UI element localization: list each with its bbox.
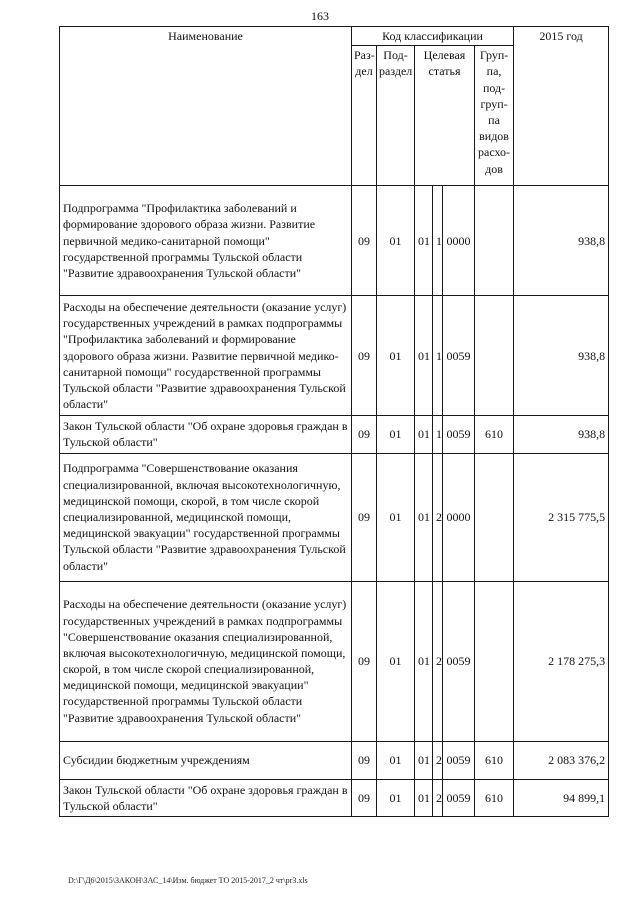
row-name: Закон Тульской области "Об охране здоровья граждан в Тульской области" [60, 416, 352, 453]
row-section: 09 [352, 779, 377, 816]
row-section: 09 [352, 416, 377, 453]
row-target-1: 01 [415, 581, 433, 741]
table-row [60, 186, 609, 296]
row-subsection: 01 [377, 581, 415, 741]
header-name: Наименование [60, 27, 352, 186]
table-row [60, 296, 609, 416]
row-target-1: 01 [415, 741, 433, 779]
row-target-2: 2 [433, 741, 443, 779]
row-section: 09 [352, 741, 377, 779]
row-target-3: 0059 [443, 581, 475, 741]
page-number: 163 [311, 9, 329, 23]
row-section: 09 [352, 581, 377, 741]
row-amount: 938,8 [514, 186, 609, 296]
header-year: 2015 год [514, 27, 609, 186]
row-target-3: 0000 [443, 453, 475, 581]
row-expense-group [475, 453, 514, 581]
row-expense-group [475, 581, 514, 741]
table-row [60, 416, 609, 453]
row-name: Расходы на обеспечение деятельности (оказание услуг) государственных учреждений в рамках подпрограммы "Профилактика заболеваний и формирование здорового образа жизни. Развитие первичной медико-санитарной помощи" государственной программы Тульской области "Развитие здравоохранения Тульской области" [60, 296, 352, 416]
row-subsection: 01 [377, 453, 415, 581]
row-name: Расходы на обеспечение деятельности (оказание услуг) государственных учреждений в рамках подпрограммы "Совершенствование оказания специализированной, включая высокотехнологичную, медицинской помощи, скорой, в том числе скорой специализированной, медицинской помощи, медицинской эвакуации" государственной программы Тульской области "Развитие здравоохранения Тульской области" [60, 581, 352, 741]
row-expense-group: 610 [475, 741, 514, 779]
row-target-2: 2 [433, 453, 443, 581]
header-classification-code: Код классификации [352, 27, 514, 46]
row-subsection: 01 [377, 296, 415, 416]
row-amount: 2 083 376,2 [514, 741, 609, 779]
row-subsection: 01 [377, 779, 415, 816]
row-subsection: 01 [377, 416, 415, 453]
row-target-1: 01 [415, 453, 433, 581]
row-target-2: 2 [433, 779, 443, 816]
row-subsection: 01 [377, 741, 415, 779]
row-amount: 2 178 275,3 [514, 581, 609, 741]
row-section: 09 [352, 453, 377, 581]
header-subsection: Под-раздел [377, 46, 415, 186]
row-amount: 94 899,1 [514, 779, 609, 816]
row-target-3: 0059 [443, 296, 475, 416]
budget-table [59, 26, 609, 817]
table-row [60, 779, 609, 816]
header-expense-group: Груп-па, под-груп-па видов расхо-дов [475, 46, 514, 186]
row-target-2: 1 [433, 416, 443, 453]
footer-file-path: D:\Г\Д6\2015\ЗАКОН\ЗАС_14\Изм. бюджет ТО 2015-2017_2 чт\pr3.xls [68, 876, 308, 885]
row-expense-group [475, 296, 514, 416]
row-target-3: 0059 [443, 779, 475, 816]
header-row-top [60, 27, 609, 46]
row-target-2: 1 [433, 296, 443, 416]
row-subsection: 01 [377, 186, 415, 296]
row-target-2: 1 [433, 186, 443, 296]
row-expense-group: 610 [475, 779, 514, 816]
table-row [60, 741, 609, 779]
row-target-3: 0059 [443, 416, 475, 453]
table-row [60, 453, 609, 581]
row-target-1: 01 [415, 186, 433, 296]
row-target-2: 2 [433, 581, 443, 741]
row-target-3: 0000 [443, 186, 475, 296]
row-name: Субсидии бюджетным учреждениям [60, 741, 352, 779]
row-target-1: 01 [415, 296, 433, 416]
row-expense-group [475, 186, 514, 296]
row-name: Закон Тульской области "Об охране здоровья граждан в Тульской области" [60, 779, 352, 816]
header-target-article: Целевая статья [415, 46, 475, 186]
row-section: 09 [352, 186, 377, 296]
row-amount: 938,8 [514, 416, 609, 453]
row-name: Подпрограмма "Совершенствование оказания специализированной, включая высокотехнологичную, медицинской помощи, скорой, в том числе скорой специализированной, медицинской помощи, медицинской эвакуации" государственной программы Тульской области "Развитие здравоохранения Тульской области" [60, 453, 352, 581]
row-target-1: 01 [415, 779, 433, 816]
row-target-3: 0059 [443, 741, 475, 779]
row-amount: 2 315 775,5 [514, 453, 609, 581]
header-section: Раз-дел [352, 46, 377, 186]
row-expense-group: 610 [475, 416, 514, 453]
table-row [60, 581, 609, 741]
row-section: 09 [352, 296, 377, 416]
row-target-1: 01 [415, 416, 433, 453]
row-amount: 938,8 [514, 296, 609, 416]
row-name: Подпрограмма "Профилактика заболеваний и формирование здорового образа жизни. Развитие первичной медико-санитарной помощи" государственной программы Тульской области "Развитие здравоохранения Тульской области" [60, 186, 352, 296]
